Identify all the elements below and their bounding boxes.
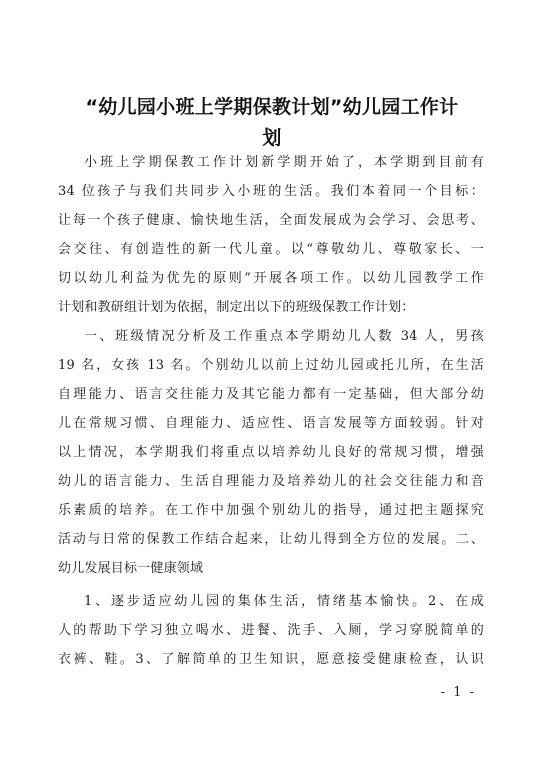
body-line: 活动与日常的保教工作结合起来，让幼儿得到全方位的发展。二、 <box>58 532 484 547</box>
body-line: 34 位孩子与我们共同步入小班的生活。我们本着同一个目标： <box>58 184 484 199</box>
body-line: 切以幼儿利益为优先的原则”开展各项工作。以幼儿园教学工作 <box>58 271 484 286</box>
body-line: 自理能力、语言交往能力及其它能力都有一定基础，但大部分幼 <box>58 387 484 402</box>
body-line: 衣裤、鞋。3、了解简单的卫生知识，愿意接受健康检查，认识 <box>58 652 484 667</box>
title-line-2: 划 <box>262 127 282 149</box>
body-line: 人的帮助下学习独立喝水、进餐、洗手、入厕，学习穿脱简单的 <box>58 623 484 638</box>
body-line: 1、逐步适应幼儿园的集体生活，情绪基本愉快。2、在成 <box>84 594 484 609</box>
body-line: 幼儿的语言能力、生活自理能力及培养幼儿的社会交往能力和音 <box>58 474 484 489</box>
body-line: 以上情况，本学期我们将重点以培养幼儿良好的常规习惯，增强 <box>58 445 484 460</box>
body-line: 儿在常规习惯、自理能力、适应性、语言发展等方面较弱。针对 <box>58 416 484 431</box>
page-number: - 1 - <box>440 685 476 700</box>
body-line: 让每一个孩子健康、愉快地生活，全面发展成为会学习、会思考、 <box>58 213 484 228</box>
body-line: 一、班级情况分析及工作重点本学期幼儿人数 34 人，男孩 <box>84 329 484 344</box>
body-line: 小班上学期保教工作计划新学期开始了，本学期到目前有 <box>84 155 484 170</box>
body-line: 幼儿发展目标一健康领域 <box>58 561 204 576</box>
body-line: 乐素质的培养。在工作中加强个别幼儿的指导，通过把主题探究 <box>58 503 484 518</box>
body-line: 会交往、有创造性的新一代儿童。以“尊敬幼儿、尊敬家长、一 <box>58 242 484 257</box>
title-line-1: “幼儿园小班上学期保教计划”幼儿园工作计 <box>85 96 459 118</box>
document-title <box>62 92 482 154</box>
body-line: 19 名，女孩 13 名。个别幼儿以前上过幼儿园或托儿所，在生活 <box>58 358 484 373</box>
document-body <box>58 148 484 674</box>
body-line: 计划和教研组计划为依据，制定出以下的班级保教工作计划： <box>58 300 415 315</box>
